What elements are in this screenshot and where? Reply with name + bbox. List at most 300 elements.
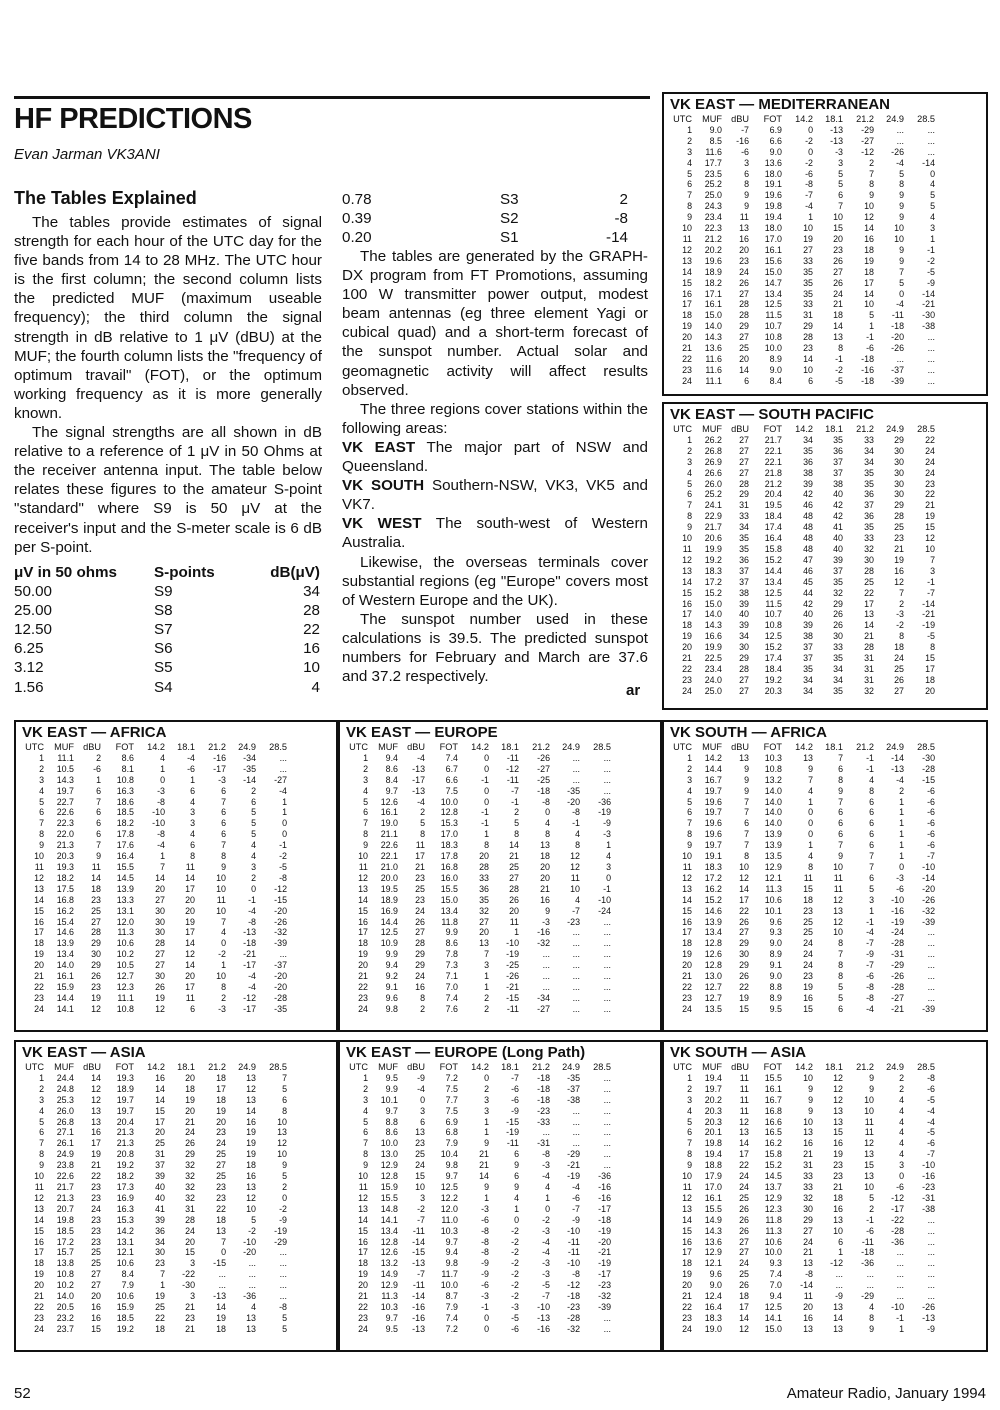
article-title: HF PREDICTIONS [14, 103, 252, 135]
column-header: 28.5 [593, 742, 611, 752]
table-cell: -7 [866, 938, 874, 949]
table-cell: -15 [506, 1116, 519, 1127]
spoint-cell: S5 [154, 659, 173, 677]
table-cell: 5 [687, 478, 692, 489]
table-cell: ... [603, 971, 611, 982]
table-row [344, 797, 611, 808]
table-cell: 32 [864, 685, 874, 696]
table-cell: -7 [417, 1269, 425, 1280]
table-cell: 16 [833, 1203, 843, 1214]
table-cell: 24 [925, 445, 935, 456]
table-cell: ... [896, 1258, 904, 1269]
table-cell: 23 [34, 992, 44, 1003]
table-cell: -32 [598, 1291, 611, 1302]
table-cell: 26 [739, 971, 749, 982]
table-cell: 30 [864, 554, 874, 565]
table-cell: 20.3 [56, 851, 74, 862]
column-header: UTC [349, 742, 368, 752]
table-cell: 29 [739, 653, 749, 664]
table-cell: 16 [833, 1138, 843, 1149]
table-cell: 25 [91, 1247, 101, 1258]
table-cell: -35 [567, 785, 580, 796]
table-cell: 17.2 [56, 1236, 74, 1247]
table-cell: 0 [514, 1214, 519, 1225]
table-cell: 19.1 [704, 851, 722, 862]
table-row [668, 609, 935, 620]
table-cell: 35 [803, 277, 813, 288]
table-cell: -6 [927, 785, 935, 796]
table-cell: 10.8 [764, 763, 782, 774]
table-cell: 12.6 [380, 796, 398, 807]
table-cell: 15 [358, 905, 368, 916]
table-cell: -29 [274, 1236, 287, 1247]
table-cell: 28 [739, 478, 749, 489]
table-cell: 20 [185, 971, 195, 982]
table-cell: 9.5 [385, 1323, 398, 1334]
table-cell: 26 [894, 674, 904, 685]
table-cell: 35 [833, 685, 843, 696]
table-cell: 22 [682, 981, 692, 992]
table-cell: 13 [358, 883, 368, 894]
table-cell: -9 [866, 949, 874, 960]
table-cell: 7 [838, 796, 843, 807]
table-cell: 34 [739, 522, 749, 533]
table-cell: -14 [412, 1291, 425, 1302]
table-cell: 9 [744, 201, 749, 212]
table-cell: 20 [34, 1280, 44, 1291]
table-cell: 6 [744, 375, 749, 386]
table-cell: 14.3 [704, 332, 722, 343]
table-cell: 1 [221, 960, 226, 971]
table-cell: 35 [864, 522, 874, 533]
table-cell: 13.3 [116, 894, 134, 905]
table-cell: 15 [803, 883, 813, 894]
table-cell: -28 [891, 1225, 904, 1236]
table-cell: 2 [687, 135, 692, 146]
table-cell: -13 [213, 1291, 226, 1302]
column-header: FOT [763, 742, 782, 752]
table-cell: 19.0 [704, 1323, 722, 1334]
column-header: 14.2 [471, 1062, 489, 1072]
table-row [668, 1073, 935, 1084]
table-cell: 5 [899, 168, 904, 179]
table-row [668, 1171, 935, 1182]
table-cell: 17 [185, 927, 195, 938]
table-cell: 9.4 [385, 960, 398, 971]
table-cell: 5 [869, 883, 874, 894]
table-cell: ... [279, 1258, 287, 1269]
article-author: Evan Jarman VK3ANI [14, 146, 160, 163]
table-row [668, 190, 935, 201]
spoint-table-continued [342, 190, 628, 247]
table-cell: 6 [869, 818, 874, 829]
table-cell: 30 [155, 971, 165, 982]
table-cell: 30 [894, 489, 904, 500]
table-cell: 21.7 [56, 1181, 74, 1192]
table-cell: 10 [833, 861, 843, 872]
table-row [668, 982, 935, 993]
table-cell: 3 [39, 774, 44, 785]
table-cell: 48 [803, 533, 813, 544]
table-cell: ... [927, 353, 935, 364]
table-row [344, 1160, 611, 1171]
table-cell: -21 [567, 1160, 580, 1171]
table-cell: 18.3 [704, 1312, 722, 1323]
table-cell: 34 [803, 674, 813, 685]
table-cell: 20 [479, 851, 489, 862]
table-cell: 20 [803, 1301, 813, 1312]
table-cell: -1 [572, 818, 580, 829]
paragraph: Likewise, the overseas terminals cover substantial regions (eg "Europe" covers most of Western Europe and the UK). [342, 553, 648, 609]
table-cell: 19.7 [116, 1105, 134, 1116]
table-cell: 13 [864, 609, 874, 620]
table-cell: 8 [808, 861, 813, 872]
table-cell: 21 [34, 1291, 44, 1302]
table-cell: -8 [248, 916, 256, 927]
table-cell: -6 [927, 840, 935, 851]
column-header: 21.2 [208, 1062, 226, 1072]
table-header-row [668, 742, 935, 753]
table-cell: 19.7 [704, 1083, 722, 1094]
table-cell: -1 [866, 916, 874, 927]
table-cell: 10.6 [116, 938, 134, 949]
column-header: FOT [115, 1062, 134, 1072]
table-cell: -25 [506, 960, 519, 971]
table-cell: 14.7 [764, 277, 782, 288]
table-cell: 3 [899, 1160, 904, 1171]
column-header: MUF [378, 742, 398, 752]
table-cell: 7.4 [445, 992, 458, 1003]
table-cell: 22 [925, 434, 935, 445]
table-cell: -4 [417, 1083, 425, 1094]
table-row [668, 775, 935, 786]
column-header: MUF [54, 1062, 74, 1072]
table-cell: -10 [598, 894, 611, 905]
table-cell: 26.8 [56, 1116, 74, 1127]
table-row [344, 1171, 611, 1182]
table-cell: 33 [803, 255, 813, 266]
table-cell: -36 [861, 1258, 874, 1269]
table-cell: 12.2 [440, 1192, 458, 1203]
table-cell: -8 [866, 992, 874, 1003]
table-cell: 3 [484, 960, 489, 971]
table-cell: 15.5 [764, 1072, 782, 1083]
table-cell: 22.1 [764, 445, 782, 456]
table-cell: 8 [687, 511, 692, 522]
table-cell: 30 [894, 456, 904, 467]
table-cell: 38 [803, 467, 813, 478]
table-cell: 6 [869, 872, 874, 883]
spoint-cell: 6.25 [14, 640, 44, 658]
table-vk-east-europe [338, 720, 662, 1032]
table-cell: 6 [190, 785, 195, 796]
table-cell: 0 [606, 872, 611, 883]
table-cell: 19.6 [704, 829, 722, 840]
table-cell: 22.9 [704, 511, 722, 522]
column-header: MUF [702, 114, 722, 124]
spoint-cell: S2 [500, 210, 519, 228]
table-header-row [668, 1062, 935, 1073]
table-cell: 20.3 [704, 1105, 722, 1116]
table-cell: 6 [251, 796, 256, 807]
table-row [668, 533, 935, 544]
table-row [344, 873, 611, 884]
table-cell: 9.2 [385, 971, 398, 982]
table-cell: 11 [185, 861, 195, 872]
table-row [20, 1280, 287, 1291]
table-cell: 6 [687, 489, 692, 500]
table-cell: -3 [157, 785, 165, 796]
table-cell: 6 [838, 190, 843, 201]
table-cell: ... [927, 927, 935, 938]
table-cell: 12 [925, 533, 935, 544]
table-cell: 8.6 [385, 1127, 398, 1138]
table-cell: 1 [899, 829, 904, 840]
table-cell: 12 [833, 1094, 843, 1105]
table-cell: 16.8 [764, 1105, 782, 1116]
table-cell: -4 [417, 796, 425, 807]
table-cell: 12 [833, 1083, 843, 1094]
table-cell: 20 [833, 233, 843, 244]
table-cell: ... [896, 1269, 904, 1280]
prediction-table [344, 1062, 611, 1335]
table-cell: ... [603, 1072, 611, 1083]
table-cell: -32 [537, 938, 550, 949]
table-cell: 19.1 [764, 179, 782, 190]
table-row [20, 1095, 287, 1106]
prediction-table [668, 114, 935, 387]
table-cell: -9 [279, 1214, 287, 1225]
table-cell: 13.5 [704, 1003, 722, 1014]
region-name: VK EAST [342, 438, 416, 456]
table-cell: 16 [739, 233, 749, 244]
table-cell: -20 [274, 905, 287, 916]
table-cell: 20 [358, 1280, 368, 1291]
table-cell: 13 [803, 1127, 813, 1138]
table-cell: 4 [363, 785, 368, 796]
table-cell: -9 [927, 1323, 935, 1334]
table-cell: 18.5 [116, 807, 134, 818]
column-header: 18.1 [501, 742, 519, 752]
table-cell: 14 [185, 872, 195, 883]
table-cell: 9 [838, 851, 843, 862]
table-row [668, 1004, 935, 1015]
table-cell: 0 [251, 883, 256, 894]
table-title: VK SOUTH — AFRICA [670, 724, 827, 741]
table-cell: -1 [866, 763, 874, 774]
table-cell: 5 [838, 168, 843, 179]
table-cell: 11.6 [705, 353, 722, 364]
table-cell: -7 [866, 960, 874, 971]
table-cell: 3 [190, 1258, 195, 1269]
table-row [668, 245, 935, 256]
table-cell: 4 [899, 1149, 904, 1160]
table-cell: 8 [420, 992, 425, 1003]
table-cell: 8 [838, 938, 843, 949]
table-cell: 25.0 [704, 190, 722, 201]
column-header: 14.2 [147, 1062, 165, 1072]
table-cell: 2 [39, 763, 44, 774]
table-cell: -29 [861, 124, 874, 135]
table-cell: -2 [279, 1203, 287, 1214]
table-cell: 19.7 [704, 840, 722, 851]
paragraph: The signal strengths are all shown in dB relative to a reference of 1 μV in 50 Ohms at the receiver antenna input. The table below relates these figures to the amateur S-point "standard" where S9 is 50 μV at the receiver's input and the S-meter scale is 6 dB per S-point. [14, 424, 322, 556]
table-cell: 7.0 [769, 1280, 782, 1291]
table-cell: -8 [481, 1247, 489, 1258]
table-cell: 9 [687, 1160, 692, 1171]
table-cell: -16 [891, 905, 904, 916]
table-cell: 16.6 [764, 1116, 782, 1127]
table-cell: -4 [187, 752, 195, 763]
table-cell: 19.3 [116, 1072, 134, 1083]
table-cell: -2 [279, 851, 287, 862]
table-cell: -28 [891, 981, 904, 992]
table-cell: 27 [739, 445, 749, 456]
table-cell: 22 [682, 663, 692, 674]
table-cell: 25 [803, 916, 813, 927]
table-cell: 15 [682, 587, 692, 598]
table-cell: 27 [739, 456, 749, 467]
table-cell: 19 [682, 949, 692, 960]
table-cell: 5 [420, 818, 425, 829]
table-cell: 39 [739, 598, 749, 609]
table-cell: 7 [838, 840, 843, 851]
table-cell: -2 [542, 1214, 550, 1225]
table-cell: -5 [279, 861, 287, 872]
table-cell: 17 [216, 1083, 226, 1094]
table-cell: 7 [869, 168, 874, 179]
table-cell: 30 [833, 631, 843, 642]
table-cell: 1 [190, 774, 195, 785]
table-cell: 8 [363, 1149, 368, 1160]
table-cell: -23 [598, 1280, 611, 1291]
table-cell: 35 [833, 576, 843, 587]
table-cell: -14 [243, 774, 256, 785]
table-cell: -36 [891, 1236, 904, 1247]
table-cell: 16.7 [764, 1094, 782, 1105]
table-cell: 9 [808, 763, 813, 774]
table-cell: 17 [739, 894, 749, 905]
table-row [668, 1258, 935, 1269]
column-header: 14.2 [795, 114, 813, 124]
table-cell: 4 [930, 179, 935, 190]
table-cell: 16.4 [764, 533, 782, 544]
table-cell: 18.5 [116, 1312, 134, 1323]
table-cell: 45 [803, 576, 813, 587]
table-cell: 11.7 [441, 1269, 458, 1280]
table-cell: -19 [598, 1258, 611, 1269]
table-cell: -8 [279, 872, 287, 883]
table-cell: 1 [899, 840, 904, 851]
table-cell: 9.9 [385, 949, 398, 960]
table-cell: 16.9 [380, 905, 398, 916]
table-cell: 17.7 [704, 157, 722, 168]
table-cell: 13 [246, 1072, 256, 1083]
table-row [668, 1149, 935, 1160]
table-cell: 11 [833, 883, 843, 894]
table-cell: 22.7 [56, 796, 74, 807]
table-cell: 46 [803, 565, 813, 576]
table-cell: 11.3 [381, 1291, 398, 1302]
table-cell: 14.0 [704, 321, 722, 332]
table-cell: 14.2 [116, 1225, 134, 1236]
table-cell: 8.8 [385, 1116, 398, 1127]
table-cell: -15 [922, 774, 935, 785]
table-cell: 27 [739, 434, 749, 445]
table-cell: 0 [808, 124, 813, 135]
table-cell: -10 [567, 1258, 580, 1269]
table-cell: -18 [567, 1291, 580, 1302]
table-cell: 8 [687, 201, 692, 212]
table-cell: 1 [39, 752, 44, 763]
table-cell: -6 [866, 971, 874, 982]
table-cell: 17 [358, 1247, 368, 1258]
table-cell: 14 [185, 938, 195, 949]
table-cell: -6 [511, 1094, 519, 1105]
table-cell: ... [572, 971, 580, 982]
table-row [344, 1324, 611, 1335]
table-row [668, 993, 935, 1004]
table-cell: 18 [894, 642, 904, 653]
table-cell: 15.8 [764, 1149, 782, 1160]
table-row [344, 862, 611, 873]
table-cell: 6 [869, 840, 874, 851]
table-cell: 17.2 [704, 576, 722, 587]
table-cell: 16.2 [56, 905, 74, 916]
table-cell: -1 [511, 796, 519, 807]
table-cell: -12 [567, 1280, 580, 1291]
table-cell: 27 [833, 266, 843, 277]
table-cell: 5 [838, 992, 843, 1003]
table-cell: -7 [417, 1214, 425, 1225]
table-cell: -4 [542, 1247, 550, 1258]
table-cell: 9.0 [709, 124, 722, 135]
table-cell: 18 [216, 1323, 226, 1334]
table-cell: 18.5 [56, 1225, 74, 1236]
table-cell: -1 [481, 807, 489, 818]
table-row [20, 1324, 287, 1335]
table-cell: 11 [682, 543, 692, 554]
spoint-cell: S1 [500, 229, 519, 247]
table-cell: 25 [509, 861, 519, 872]
table-cell: 15 [34, 1225, 44, 1236]
table-row [668, 1237, 935, 1248]
table-cell: 19.6 [704, 818, 722, 829]
table-cell: 24 [803, 949, 813, 960]
table-cell: -26 [922, 894, 935, 905]
table-cell: 10 [864, 1181, 874, 1192]
column-header: 18.1 [825, 424, 843, 434]
table-cell: 8.8 [769, 981, 782, 992]
table-cell: 6.9 [769, 124, 782, 135]
table-cell: 15.9 [116, 1301, 134, 1312]
table-cell: 10 [358, 1171, 368, 1182]
table-cell: 15 [415, 1171, 425, 1182]
table-header-row [344, 742, 611, 753]
table-cell: 13 [91, 1105, 101, 1116]
table-cell: 2 [363, 763, 368, 774]
table-cell: 36 [833, 445, 843, 456]
table-cell: 17.6 [116, 840, 134, 851]
table-cell: 13.9 [56, 938, 74, 949]
table-cell: -1 [866, 1214, 874, 1225]
column-header: 21.2 [856, 424, 874, 434]
table-cell: -19 [598, 807, 611, 818]
table-row [668, 321, 935, 332]
table-cell: 15 [155, 1105, 165, 1116]
table-cell: -36 [598, 796, 611, 807]
table-cell: 8 [363, 829, 368, 840]
